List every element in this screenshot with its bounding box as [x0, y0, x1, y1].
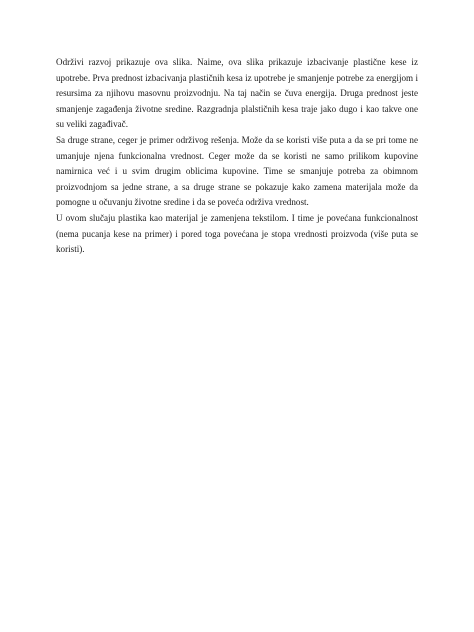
paragraph-ceger-solution: Sa druge strane, ceger je primer održivog rešenja. Može da se koristi više puta a da se pri tome ne umanjuje njena funkcionalna vrednost. Ceger može da se koristi ne samo prilikom kupovine namirnica već i u svim drugim oblicima kupovine. Time se smanjuje potreba za obimnom proizvodnjom sa jedne strane, a sa druge strane se pokazuje kako zamena materijala može da pomogne u očuvanju životne sredine i da se poveća održiva vrednost. — [56, 134, 418, 208]
paragraph-textile-replacement: U ovom slučaju plastika kao materijal je zamenjena tekstilom. I time je povećana funkcionalnost (nema pucanja kese na primer) i pored toga povećana je stopa vrednosti proizvoda (više puta se koristi). — [56, 212, 418, 255]
paragraph-sustainability-intro: Održivi razvoj prikazuje ova slika. Naime, ova slika prikazuje izbacivanje plastične kese iz upotrebe. Prva prednost izbacivanja plastičnih kesa iz upotrebe je smanjenje potrebe za energijom i resursima za njihovu masovnu proizvodnju. Na taj način se čuva energija. Druga prednost jeste smanjenje zagađenja životne sredine. Razgradnja plalstičnih kesa traje jako dugo i kao takve one su veliki zagađivač. — [56, 57, 418, 130]
document-body — [56, 55, 418, 258]
